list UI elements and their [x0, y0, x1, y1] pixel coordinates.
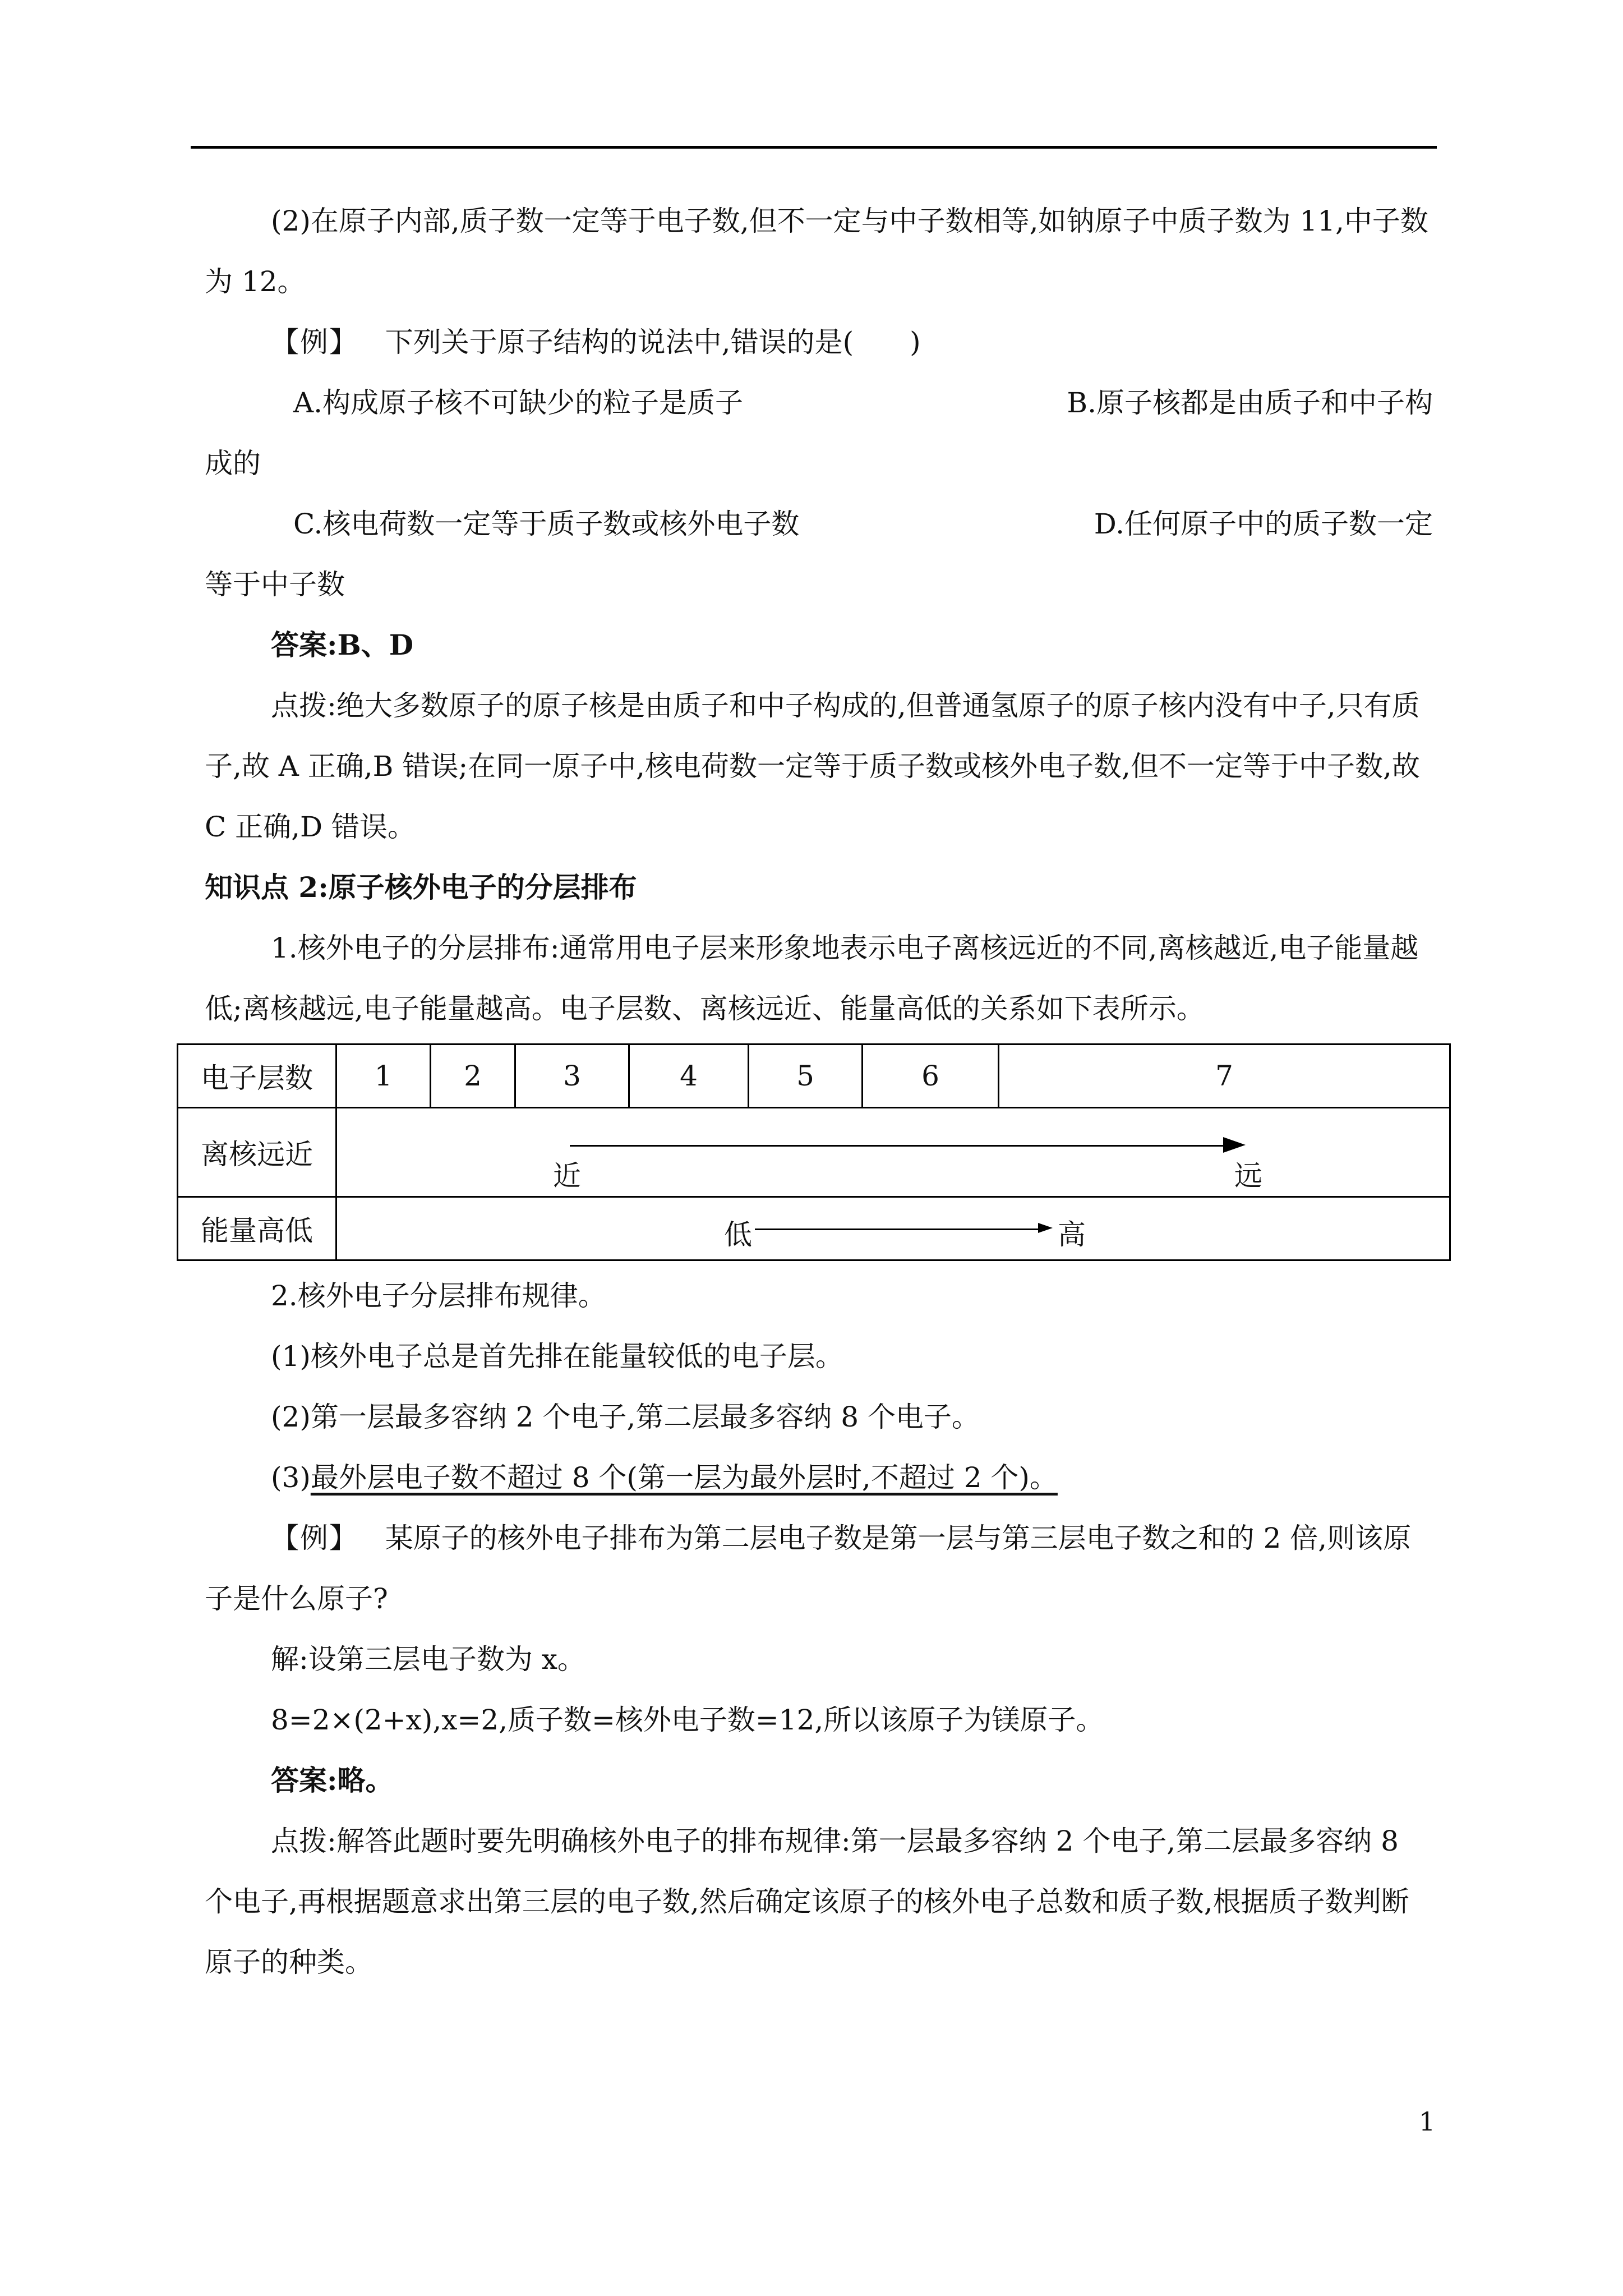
energy-arrow-cell	[336, 1197, 1450, 1260]
answer-1: 答案:B、D	[271, 628, 414, 661]
option-c: C.核电荷数一定等于质子数或核外电子数	[293, 508, 800, 540]
near-label: 近	[553, 1159, 581, 1192]
option-a: A.构成原子核不可缺少的粒子是质子	[293, 386, 744, 419]
example-tag: 【例】	[271, 326, 358, 358]
rule-1: (1)核外电子总是首先排在能量较低的电子层。	[271, 1340, 843, 1373]
tip-1: 点拨:绝大多数原子的原子核是由质子和中子构成的,但普通氢原子的原子核内没有中子,只有质子,故 A 正确,B 错误;在同一原子中,核电荷数一定等于质子数或核外电子数,但不一定等于中子数,故 C 正确,D 错误。	[205, 689, 1420, 843]
far-label: 远	[1234, 1159, 1262, 1192]
example-1-question	[205, 312, 1433, 372]
option-b: B.原子核都是由质子和中子构	[1067, 386, 1433, 419]
rule-2: (2)第一层最多容纳 2 个电子,第二层最多容纳 8 个电子。	[271, 1401, 980, 1433]
option-b-continued: 成的	[205, 447, 261, 480]
options-row-cd	[205, 494, 1433, 554]
table-cell: 2	[431, 1045, 515, 1108]
table-cell: 7	[999, 1045, 1450, 1108]
table-row	[178, 1045, 1450, 1108]
table-row	[178, 1197, 1450, 1260]
knowledge-point-2-heading: 知识点 2:原子核外电子的分层排布	[205, 871, 637, 904]
paragraph-electron-layers: 1.核外电子的分层排布:通常用电子层来形象地表示电子离核远近的不同,离核越近,电子能量越低;离核越远,电子能量越高。电子层数、离核远近、能量高低的关系如下表所示。	[205, 932, 1419, 1025]
high-label: 高	[1058, 1218, 1086, 1251]
option-d: D.任何原子中的质子数一定	[1094, 508, 1433, 540]
rule-3	[205, 1447, 1433, 1508]
distance-arrow-cell	[336, 1108, 1450, 1197]
header-rule	[191, 146, 1437, 149]
rule-3-underlined: 最外层电子数不超过 8 个(第一层为最外层时,不超过 2 个)。	[310, 1461, 1058, 1494]
table-cell: 4	[629, 1045, 749, 1108]
distance-arrow-line	[570, 1145, 1226, 1147]
arrow-right-icon	[1223, 1137, 1246, 1153]
arrow-right-icon	[1038, 1223, 1053, 1233]
example-question-text: 某原子的核外电子排布为第二层电子数是第一层与第三层电子数之和的 2 倍,则该原子是什么原子?	[205, 1522, 1412, 1615]
page-number: 1	[1419, 2106, 1436, 2137]
example-tag: 【例】	[271, 1522, 358, 1554]
table-cell: 1	[336, 1045, 431, 1108]
solution-line-1: 解:设第三层电子数为 x。	[271, 1643, 585, 1676]
example-question-text: 下列关于原子结构的说法中,错误的是( )	[385, 326, 921, 358]
example-2-question	[205, 1508, 1433, 1629]
electron-layer-table	[177, 1043, 1451, 1261]
answer-2: 答案:略。	[271, 1764, 394, 1797]
option-d-continued: 等于中子数	[205, 568, 345, 601]
table-cell: 6	[863, 1045, 999, 1108]
table-header-layers: 电子层数	[178, 1045, 336, 1108]
solution-line-2: 8=2×(2+x),x=2,质子数=核外电子数=12,所以该原子为镁原子。	[271, 1704, 1104, 1736]
rule-3-prefix: (3)	[271, 1461, 311, 1494]
tip-2: 点拨:解答此题时要先明确核外电子的排布规律:第一层最多容纳 2 个电子,第二层最多容纳 8 个电子,再根据题意求出第三层的电子数,然后确定该原子的核外电子总数和质子数,根据质子数判断原子的种类。	[205, 1825, 1409, 1978]
table-row	[178, 1108, 1450, 1197]
low-label: 低	[724, 1218, 752, 1251]
options-row-ab	[205, 372, 1433, 433]
table-cell: 3	[515, 1045, 629, 1108]
table-header-energy: 能量高低	[178, 1197, 336, 1260]
table-cell: 5	[749, 1045, 863, 1108]
paragraph-rules-heading: 2.核外电子分层排布规律。	[271, 1280, 606, 1312]
paragraph-protons-electrons: (2)在原子内部,质子数一定等于电子数,但不一定与中子数相等,如钠原子中质子数为 11,中子数为 12。	[205, 205, 1428, 298]
energy-arrow-line	[755, 1228, 1041, 1230]
table-header-distance: 离核远近	[178, 1108, 336, 1197]
document-body	[201, 191, 1433, 1993]
